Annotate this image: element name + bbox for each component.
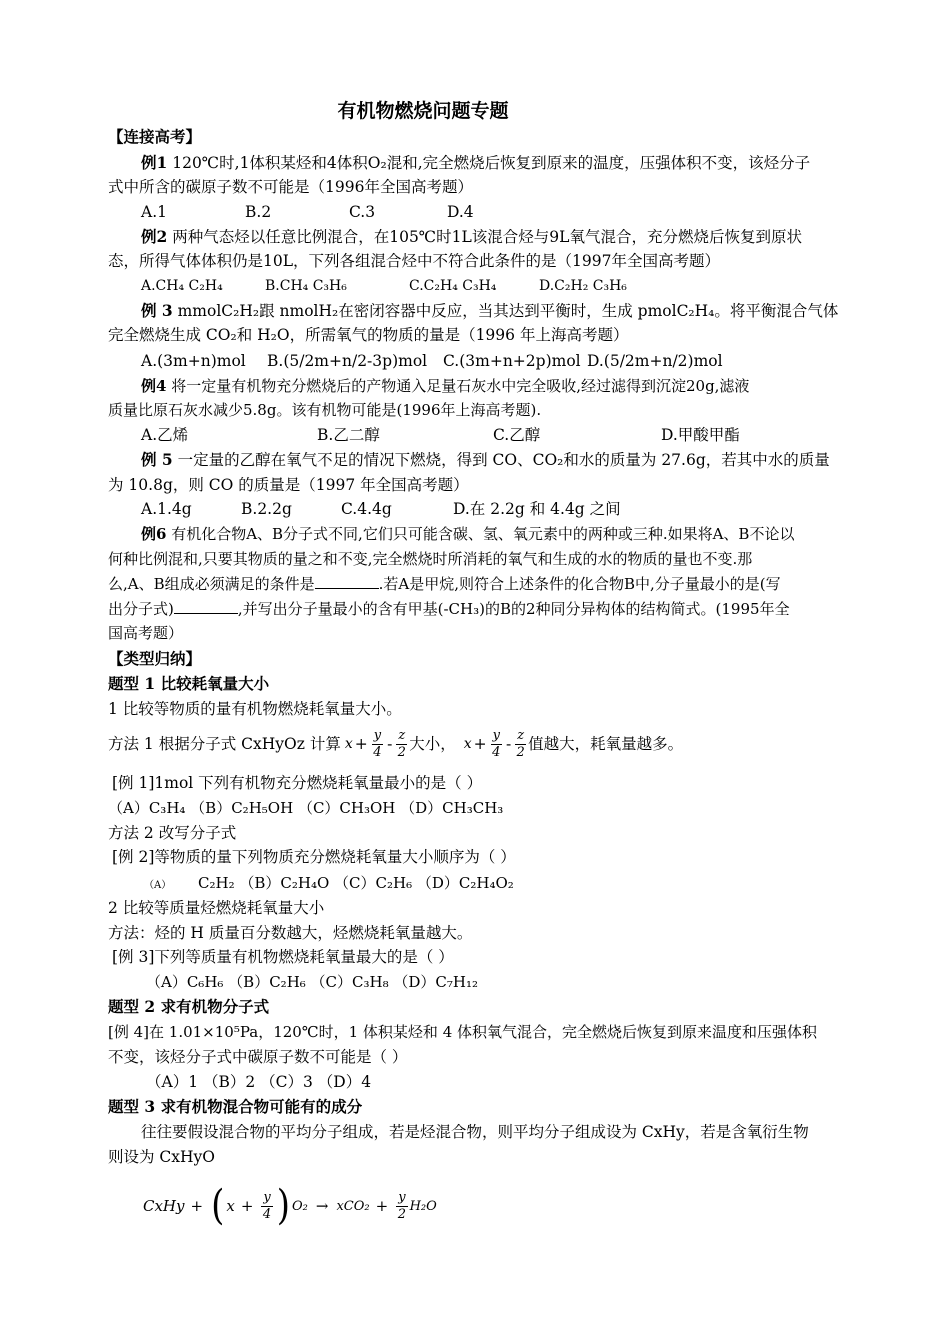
option: A.CH₄ C₂H₄ [141, 278, 223, 294]
answer-blank [174, 599, 238, 614]
fraction: $\frac{y}{4}$ [492, 727, 501, 760]
fraction: $\frac{y}{4}$ [262, 1189, 272, 1222]
type-1-example-3-options: （A）C₆H₆ （B）C₂H₆ （C）C₃H₈ （D）C₇H₁₂ [146, 973, 479, 991]
example-2-options [141, 275, 627, 297]
example-4-options [141, 424, 740, 446]
example-4-line-2: 质量比原石灰水减少5.8g。该有机物可能是(1996年上海高考题). [108, 401, 542, 419]
type-1-heading: 题型 1 比较耗氧量大小 [108, 674, 270, 693]
option: D.甲酸甲酯 [661, 426, 740, 444]
fraction: $\frac{y}{4}$ [373, 727, 382, 760]
option: D.C₂H₂ C₃H₆ [539, 278, 627, 294]
example-3-label: 例 3 [141, 301, 173, 320]
example-6-line-2: 何种比例混和,只要其物质的量之和不变,完全燃烧时所消耗的氧气和生成的水的物质的量也不变.那 [108, 550, 753, 568]
example-5-options [141, 498, 621, 520]
type-1-example-2-options: （A） C₂H₂ （B）C₂H₄O （C）C₂H₆ （D）C₂H₄O₂ [144, 874, 514, 892]
type-3-line-2: 则设为 CxHyO [108, 1148, 216, 1166]
option: B.2 [245, 203, 272, 221]
option: D.4 [447, 203, 474, 221]
type-3-heading: 题型 3 求有机物混合物可能有的成分 [108, 1097, 363, 1116]
example-6-line-4: 出分子式) ,并写出分子量最小的含有甲基(-CH₃)的B的2种同分异构体的结构简式。(1995年全 [108, 600, 790, 618]
example-3-line-2: 完全燃烧生成 CO₂和 H₂O，所需氧气的物质的量是（1996 年上海高考题） [108, 326, 629, 344]
example-5-line-1: 例 5 一定量的乙醇在氧气不足的情况下燃烧，得到 CO、CO₂和水的质量为 27.6g，若其中水的质量 [141, 450, 830, 469]
example-3-line-1: 例 3 mmolC₂H₂跟 nmolH₂在密闭容器中反应，当其达到平衡时，生成 pmolC₂H₄。将平衡混合气体 [141, 301, 839, 320]
example-6-line-1: 例6 有机化合物A、B分子式不同,它们只可能含碳、氢、氧元素中的两种或三种.如果将A、B不论以 [141, 525, 795, 543]
example-6-line-5: 国高考题） [108, 624, 184, 642]
option: A.乙烯 [141, 426, 189, 444]
fraction: $\frac{y}{2}$ [397, 1189, 407, 1222]
option: B.(5/2m+n/2-3p)mol [267, 352, 428, 370]
example-6-label: 例6 [141, 525, 167, 543]
example-1-label: 例1 [141, 153, 168, 172]
option: B.2.2g [241, 500, 292, 518]
option: C.3 [349, 203, 376, 221]
option: C.(3m+n+2p)mol [443, 352, 581, 370]
option: D.在 2.2g 和 4.4g 之间 [453, 500, 621, 518]
section-heading-exam: 【连接高考】 [108, 127, 202, 146]
example-1-line-1: 例1 120℃时,1体积某烃和4体积O₂混和,完全燃烧后恢复到原来的温度，压强体积不变，该烃分子 [141, 153, 811, 172]
fraction: $\frac{z}{2}$ [516, 727, 525, 760]
example-6-line-3: 么,A、B组成必须满足的条件是 .若A是甲烷,则符合上述条件的化合物B中,分子量最小的是(写 [108, 575, 781, 593]
example-1-line-2: 式中所含的碳原子数不可能是（1996年全国高考题） [108, 178, 473, 196]
type-2-example-4-line-1: [例 4]在 1.01×10⁵Pa，120℃时，1 体积某烃和 4 体积氧气混合，完全燃烧后恢复到原来温度和压强体积 [108, 1023, 818, 1041]
type-2-heading: 题型 2 求有机物分子式 [108, 997, 270, 1016]
type-1-method-2: 方法 2 改写分子式 [108, 824, 237, 842]
type-2-example-4-options: （A）1 （B）2 （C）3 （D）4 [146, 1073, 372, 1091]
type-1-example-2: [例 2]等物质的量下列物质充分燃烧耗氧量大小顺序为（ ） [112, 848, 516, 866]
answer-blank [315, 574, 379, 589]
combustion-equation: CxHy + ( x + $\frac{y}{4}$ ) O₂ → xCO₂ + $\frac{y}{2}$ H₂O [143, 1182, 437, 1230]
type-1-example-1-options: （A）C₃H₄ （B）C₂H₅OH （C）CH₃OH （D）CH₃CH₃ [108, 799, 504, 817]
section-heading-types: 【类型归纳】 [108, 649, 202, 668]
example-4-line-1: 例4 将一定量有机物充分燃烧后的产物通入足量石灰水中完全吸收,经过滤得到沉淀20g,滤液 [141, 377, 750, 395]
option: B.乙二醇 [317, 426, 380, 444]
option: C.乙醇 [493, 426, 541, 444]
option: D.(5/2m+n/2)mol [587, 352, 723, 370]
example-4-label: 例4 [141, 377, 167, 395]
example-5-label: 例 5 [141, 450, 173, 469]
type-1-example-3: [例 3]下列等质量有机物燃烧耗氧量最大的是（ ） [112, 948, 454, 966]
option: C.4.4g [341, 500, 392, 518]
example-2-line-1: 例2 两种气态烃以任意比例混合，在105℃时1L该混合烃与9L氧气混合，充分燃烧后恢复到原状 [141, 227, 802, 246]
example-2-label: 例2 [141, 227, 168, 246]
example-5-line-2: 为 10.8g，则 CO 的质量是（1997 年全国高考题） [108, 476, 469, 494]
example-2-line-2: 态，所得气体体积仍是10L，下列各组混合烃中不符合此条件的是（1997年全国高考题） [108, 252, 720, 270]
option: C.C₂H₄ C₃H₄ [409, 278, 497, 294]
option: B.CH₄ C₃H₆ [265, 278, 347, 294]
type-1-sub-1: 1 比较等物质的量有机物燃烧耗氧量大小。 [108, 700, 402, 718]
reaction-arrow: → [315, 1197, 329, 1215]
example-1-options [141, 201, 474, 223]
example-3-options [141, 350, 723, 372]
type-2-example-4-line-2: 不变，该烃分子式中碳原子数不可能是（ ） [108, 1048, 408, 1066]
option: A.1 [141, 203, 167, 221]
type-1-example-1: [例 1]1mol 下列有机物充分燃烧耗氧量最小的是（ ） [112, 774, 483, 792]
fraction: $\frac{z}{2}$ [397, 727, 406, 760]
page-title: 有机物燃烧问题专题 [337, 100, 509, 122]
option: A.1.4g [141, 500, 192, 518]
option: A.(3m+n)mol [141, 352, 246, 370]
type-1-sub-2: 2 比较等质量烃燃烧耗氧量大小 [108, 899, 325, 917]
type-1-method-1: 方法 1 根据分子式 CxHyOz 计算 x + $\frac{y}{4}$ - $\frac{z}{2}$ 大小， x + $\frac{y}{4}$ - $\frac{z}{2}$ 值越大，耗氧量越多。 [108, 727, 684, 760]
type-1-method-3: 方法：烃的 H 质量百分数越大，烃燃烧耗氧量越大。 [108, 924, 473, 942]
type-3-line-1: 往往要假设混合物的平均分子组成，若是烃混合物，则平均分子组成设为 CxHy，若是含氧衍生物 [141, 1123, 809, 1141]
